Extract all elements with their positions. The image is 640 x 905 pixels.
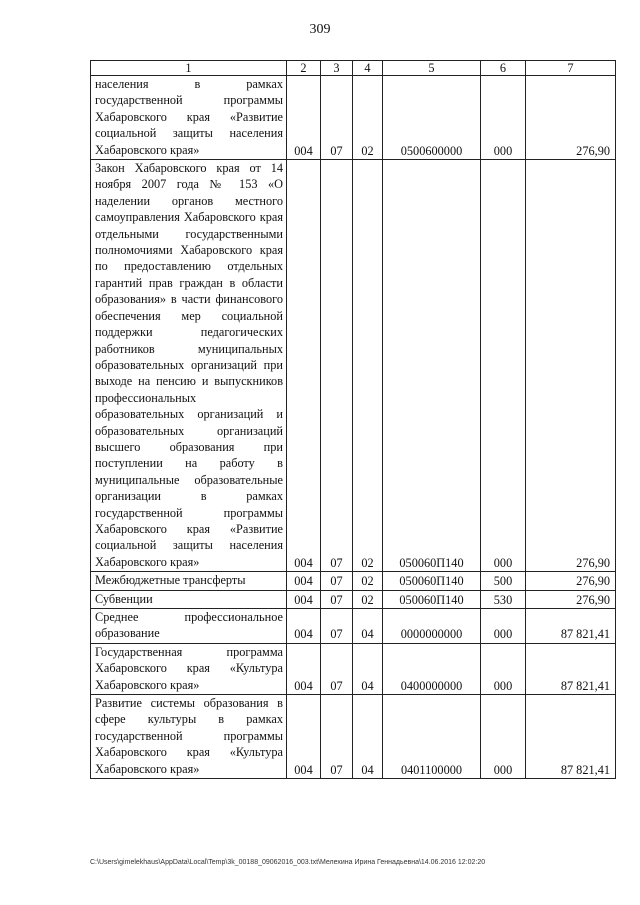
table-row — [91, 643, 616, 694]
cell-c3: 07 — [321, 590, 353, 608]
cell-c4: 04 — [353, 643, 383, 694]
cell-c6: 000 — [481, 609, 526, 644]
cell-c5: 0400000000 — [383, 643, 481, 694]
cell-c2: 004 — [287, 590, 321, 608]
cell-c4: 02 — [353, 76, 383, 160]
cell-c6: 000 — [481, 160, 526, 572]
cell-c3: 07 — [321, 695, 353, 779]
column-header: 4 — [353, 61, 383, 76]
cell-c3: 07 — [321, 572, 353, 590]
cell-c4: 02 — [353, 590, 383, 608]
row-name: Субвенции — [91, 590, 287, 608]
cell-c6: 000 — [481, 643, 526, 694]
cell-c2: 004 — [287, 695, 321, 779]
cell-c2: 004 — [287, 160, 321, 572]
cell-c6: 500 — [481, 572, 526, 590]
cell-c7: 87 821,41 — [526, 609, 616, 644]
cell-c7: 87 821,41 — [526, 643, 616, 694]
cell-c7: 276,90 — [526, 160, 616, 572]
cell-c4: 02 — [353, 160, 383, 572]
cell-c5: 0401100000 — [383, 695, 481, 779]
row-name: Межбюджетные трансферты — [91, 572, 287, 590]
table-row — [91, 160, 616, 572]
column-header: 1 — [91, 61, 287, 76]
table-row — [91, 609, 616, 644]
cell-c3: 07 — [321, 643, 353, 694]
column-header: 5 — [383, 61, 481, 76]
cell-c3: 07 — [321, 76, 353, 160]
row-name: Закон Хабаровского края от 14 ноября 2007 года № 153 «О наделении органов местного самоуправления Хабаровского края отдельными государственными полномочиями Хабаровского края по предоставлению отдельных гарантий прав граждан в области образования» в части финансового обеспечения мер социальной поддержки педагогических работников муниципальных образовательных организаций при выходе на пенсию и выпускников профессиональных образовательных организаций и образовательных организаций высшего образования при поступлении на работу в муниципальные образовательные организации в рамках государственной программы Хабаровского края «Развитие социальной защиты населения Хабаровского края» — [91, 160, 287, 572]
row-name: населения в рамках государственной программы Хабаровского края «Развитие социальной защиты населения Хабаровского края» — [91, 76, 287, 160]
table-row — [91, 695, 616, 779]
row-name: Среднее профессиональное образование — [91, 609, 287, 644]
table-row — [91, 76, 616, 160]
cell-c7: 87 821,41 — [526, 695, 616, 779]
budget-table — [90, 60, 616, 779]
column-header: 3 — [321, 61, 353, 76]
cell-c7: 276,90 — [526, 590, 616, 608]
row-name: Развитие системы образования в сфере культуры в рамках государственной программы Хабаровского края «Культура Хабаровского края» — [91, 695, 287, 779]
cell-c5: 050060П140 — [383, 572, 481, 590]
cell-c4: 04 — [353, 695, 383, 779]
cell-c7: 276,90 — [526, 572, 616, 590]
table-row — [91, 590, 616, 608]
column-header: 7 — [526, 61, 616, 76]
cell-c7: 276,90 — [526, 76, 616, 160]
page-number: 309 — [309, 22, 331, 37]
cell-c5: 0500600000 — [383, 76, 481, 160]
cell-c6: 000 — [481, 76, 526, 160]
row-name: Государственная программа Хабаровского края «Культура Хабаровского края» — [91, 643, 287, 694]
cell-c2: 004 — [287, 643, 321, 694]
cell-c4: 04 — [353, 609, 383, 644]
cell-c4: 02 — [353, 572, 383, 590]
table-row — [91, 572, 616, 590]
column-header: 2 — [287, 61, 321, 76]
cell-c2: 004 — [287, 572, 321, 590]
cell-c6: 530 — [481, 590, 526, 608]
header-row — [91, 61, 616, 76]
cell-c3: 07 — [321, 609, 353, 644]
cell-c2: 004 — [287, 76, 321, 160]
file-path-footer: C:\Users\gimelekhaus\AppData\Local\Temp\3k_00188_09062016_003.txt\Мелехина Ирина Геннадьевна\14.06.2016 12:02:20 — [90, 859, 486, 866]
cell-c5: 050060П140 — [383, 160, 481, 572]
cell-c5: 050060П140 — [383, 590, 481, 608]
cell-c2: 004 — [287, 609, 321, 644]
cell-c6: 000 — [481, 695, 526, 779]
column-header: 6 — [481, 61, 526, 76]
cell-c5: 0000000000 — [383, 609, 481, 644]
cell-c3: 07 — [321, 160, 353, 572]
